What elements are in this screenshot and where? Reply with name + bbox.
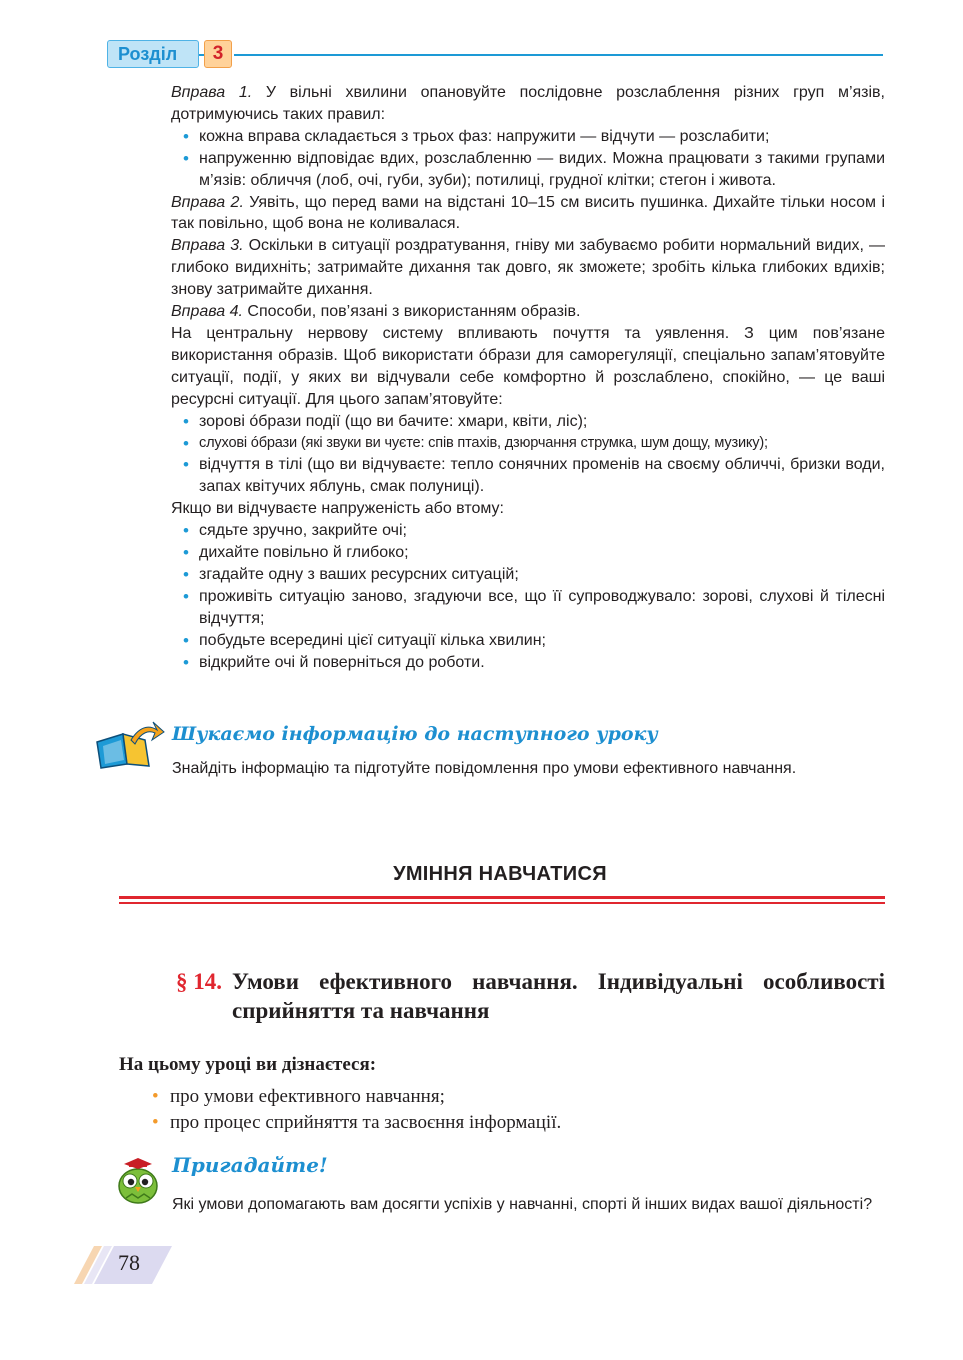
exercise-4-text: Способи, пов’язані з використанням образів. — [242, 303, 581, 321]
list-item: • сядьте зручно, закрийте очі; — [173, 520, 885, 542]
paragraph-title: Умови ефективного навчання. Індивідуальні особливості сприйняття та навчання — [232, 969, 885, 1023]
exercise-2-text: Уявіть, що перед вами на відстані 10–15 см висить пушинка. Дихайте тільки носом і так повільно, щоб вона не коливалася. — [171, 193, 885, 233]
search-block-text: Знайдіть інформацію та підготуйте повідомлення про умови ефективного навчання. — [172, 760, 797, 777]
list-item: • про умови ефективного навчання; — [150, 1084, 561, 1110]
exercise-2-label: Вправа 2. — [171, 193, 244, 211]
header-divider — [234, 54, 883, 56]
learn-list — [150, 1084, 561, 1136]
list-item: • побудьте всередині цієї ситуації кілька хвилин; — [173, 630, 885, 652]
tension-list — [171, 520, 885, 673]
exercise-3-text: Оскільки в ситуації роздратування, гніву ми забуваємо робити нормальний видих, — глибоко видихніть; затримайте дихання так довго, як зможете; зробіть кілька глибоких вдихів; знову затримайте дихання. — [171, 237, 885, 299]
recall-text: Які умови допомагають вам досягти успіхів у навчанні, спорті й інших видах вашої діяльності? — [172, 1196, 873, 1213]
section-header — [107, 40, 883, 72]
list-item: • напруженню відповідає вдих, розслабленню — видих. Можна працювати з такими групами м’язів: обличчя (лоб, очі, губи, зуби); потилиці, грудної клітки; стегон і живота. — [173, 148, 885, 192]
topic-title: УМІННЯ НАВЧАТИСЯ — [393, 863, 607, 885]
exercise-1-rules — [171, 126, 885, 192]
list-item: • згадайте одну з ваших ресурсних ситуацій; — [173, 564, 885, 586]
exercise-1-label: Вправа 1. — [171, 84, 253, 101]
section-label: Розділ — [118, 44, 178, 64]
section-number: 3 — [204, 40, 232, 68]
list-item: • відкрийте очі й поверніться до роботи. — [173, 652, 885, 674]
book-arrow-icon — [93, 720, 165, 770]
topic-divider-top — [119, 896, 885, 899]
images-paragraph: На центральну нервову систему впливають почуття та уявлення. З цим пов’язане використання образів. Щоб використати óбрази для саморегуляції, спеціально запам’ятовуйте ситуації, події, у яких ви відчували себе комфортно й розслаблено, спокійно, — це ваші ресурсні ситуації. Для цього запам’ятовуйте: — [171, 324, 885, 408]
topic-divider-bottom — [119, 902, 885, 904]
exercise-4 — [171, 301, 885, 323]
exercise-1 — [171, 82, 885, 126]
list-item: • слухові óбрази (які звуки ви чуєте: спів птахів, дзюрчання струмка, шум дощу, музику); — [173, 433, 885, 455]
list-item: • кожна вправа складається з трьох фаз: напружити — відчути — розслабити; — [173, 126, 885, 148]
images-list — [171, 411, 885, 499]
section-tab — [107, 40, 199, 68]
exercise-1-text: У вільні хвилини опановуйте послідовне розслаблення різних груп м’язів, дотримуючись таких правил: — [171, 84, 885, 123]
list-item: • відчуття в тілі (що ви відчуваєте: тепло сонячних променів на своєму обличчі, бризки води, запах квітучих яблунь, смак полуниці). — [173, 454, 885, 498]
exercises-body — [171, 82, 885, 673]
list-item: • проживіть ситуацію заново, згадуючи все, що її супроводжувало: зорові, слухові й тілесні відчуття; — [173, 586, 885, 630]
tension-intro: Якщо ви відчуваєте напруженість або втому: — [171, 500, 504, 518]
exercise-3-label: Вправа 3. — [171, 237, 244, 255]
list-item: • про процес сприйняття та засвоєння інформації. — [150, 1110, 561, 1136]
exercise-3 — [171, 235, 885, 301]
page-number: 78 — [118, 1250, 140, 1275]
learn-title: На цьому уроці ви дізнаєтеся: — [119, 1054, 377, 1075]
exercise-4-label: Вправа 4. — [171, 303, 243, 321]
paragraph-number: § 14. — [176, 969, 222, 994]
list-item: • дихайте повільно й глибоко; — [173, 542, 885, 564]
recall-title: Пригадайте! — [172, 1153, 328, 1177]
exercise-2 — [171, 192, 885, 236]
owl-icon — [116, 1156, 160, 1204]
list-item: • зорові óбрази події (що ви бачите: хмари, квіти, ліс); — [173, 411, 885, 433]
search-block-title: Шукаємо інформацію до наступного уроку — [172, 723, 658, 745]
